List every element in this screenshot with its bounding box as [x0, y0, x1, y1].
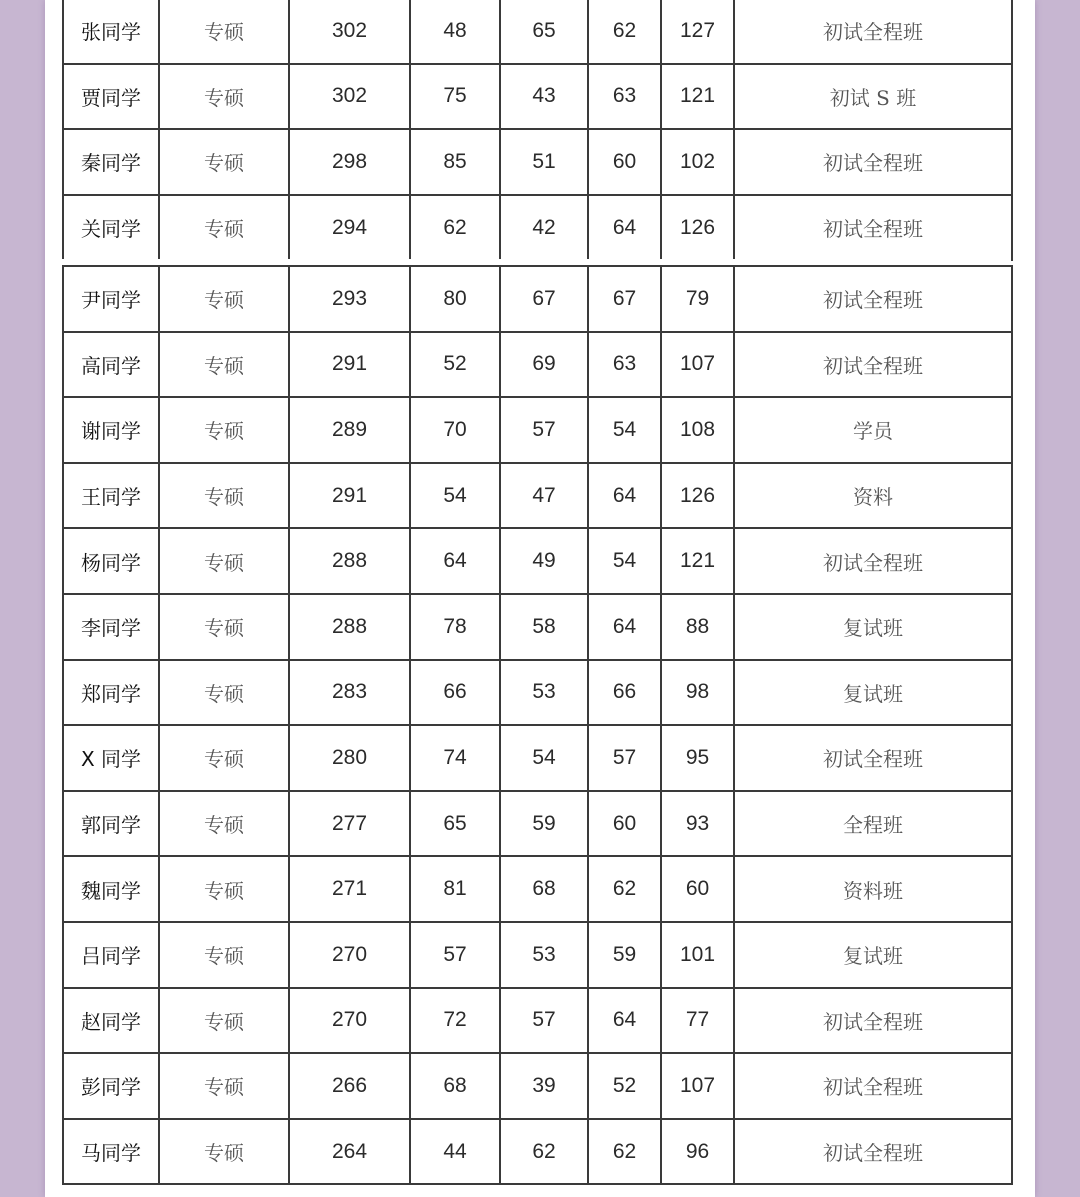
subject-1-score-cell: 85: [410, 129, 500, 195]
total-score-cell: 291: [289, 463, 410, 529]
course-type-cell: 初试全程班: [734, 1119, 1012, 1185]
course-type-cell: 复试班: [734, 660, 1012, 726]
subject-1-score-cell: 68: [410, 1053, 500, 1119]
subject-2-score-cell: 43: [500, 64, 588, 130]
table-row: [63, 660, 1012, 726]
total-score-cell: 289: [289, 397, 410, 463]
major-type-cell: 专硕: [159, 266, 289, 332]
subject-2-score-cell: 49: [500, 528, 588, 594]
student-name-cell: 贾同学: [63, 64, 159, 130]
total-score-cell: 270: [289, 922, 410, 988]
table-row: [63, 856, 1012, 922]
major-type-cell: 专硕: [159, 64, 289, 130]
subject-4-score-cell: 96: [661, 1119, 734, 1185]
major-type-cell: 专硕: [159, 397, 289, 463]
student-name-cell: 赵同学: [63, 988, 159, 1054]
subject-3-score-cell: 64: [588, 463, 661, 529]
table-row: [63, 397, 1012, 463]
subject-4-score-cell: 121: [661, 528, 734, 594]
subject-4-score-cell: 93: [661, 791, 734, 857]
subject-3-score-cell: 62: [588, 856, 661, 922]
subject-1-score-cell: 62: [410, 195, 500, 261]
subject-4-score-cell: 60: [661, 856, 734, 922]
total-score-cell: 302: [289, 0, 410, 64]
course-type-cell: 初试 S 班: [734, 64, 1012, 130]
total-score-cell: 293: [289, 266, 410, 332]
subject-2-score-cell: 68: [500, 856, 588, 922]
student-name-cell: 尹同学: [63, 266, 159, 332]
major-type-cell: 专硕: [159, 1119, 289, 1185]
subject-4-score-cell: 108: [661, 397, 734, 463]
subject-2-score-cell: 67: [500, 266, 588, 332]
subject-4-score-cell: 79: [661, 266, 734, 332]
major-type-cell: 专硕: [159, 0, 289, 64]
subject-2-score-cell: 42: [500, 195, 588, 261]
table-row: [63, 594, 1012, 660]
score-table-bottom: [62, 265, 1013, 1185]
subject-4-score-cell: 98: [661, 660, 734, 726]
course-type-cell: 初试全程班: [734, 266, 1012, 332]
total-score-cell: 302: [289, 64, 410, 130]
subject-4-score-cell: 102: [661, 129, 734, 195]
score-table-bottom-body: [63, 266, 1012, 1184]
subject-1-score-cell: 78: [410, 594, 500, 660]
course-type-cell: 初试全程班: [734, 725, 1012, 791]
course-type-cell: 资料: [734, 463, 1012, 529]
total-score-cell: 271: [289, 856, 410, 922]
total-score-cell: 294: [289, 195, 410, 261]
total-score-cell: 291: [289, 332, 410, 398]
subject-1-score-cell: 72: [410, 988, 500, 1054]
subject-2-score-cell: 53: [500, 922, 588, 988]
student-name-cell: 张同学: [63, 0, 159, 64]
student-name-cell: 马同学: [63, 1119, 159, 1185]
table-row: [63, 463, 1012, 529]
subject-4-score-cell: 107: [661, 332, 734, 398]
subject-2-score-cell: 47: [500, 463, 588, 529]
course-type-cell: 初试全程班: [734, 195, 1012, 261]
subject-4-score-cell: 126: [661, 463, 734, 529]
document-page: [45, 0, 1035, 1197]
major-type-cell: 专硕: [159, 791, 289, 857]
subject-3-score-cell: 64: [588, 988, 661, 1054]
table-row: [63, 1053, 1012, 1119]
subject-4-score-cell: 126: [661, 195, 734, 261]
major-type-cell: 专硕: [159, 1053, 289, 1119]
student-name-cell: 吕同学: [63, 922, 159, 988]
major-type-cell: 专硕: [159, 660, 289, 726]
subject-4-score-cell: 107: [661, 1053, 734, 1119]
score-table-top-body: [63, 0, 1012, 260]
total-score-cell: 277: [289, 791, 410, 857]
subject-1-score-cell: 64: [410, 528, 500, 594]
subject-3-score-cell: 64: [588, 594, 661, 660]
subject-1-score-cell: 44: [410, 1119, 500, 1185]
subject-1-score-cell: 81: [410, 856, 500, 922]
subject-3-score-cell: 62: [588, 0, 661, 64]
course-type-cell: 初试全程班: [734, 1053, 1012, 1119]
course-type-cell: 初试全程班: [734, 129, 1012, 195]
major-type-cell: 专硕: [159, 725, 289, 791]
subject-4-score-cell: 95: [661, 725, 734, 791]
table-row: [63, 195, 1012, 261]
student-name-cell: X 同学: [63, 725, 159, 791]
student-name-cell: 高同学: [63, 332, 159, 398]
subject-4-score-cell: 127: [661, 0, 734, 64]
course-type-cell: 初试全程班: [734, 528, 1012, 594]
course-type-cell: 复试班: [734, 922, 1012, 988]
subject-3-score-cell: 64: [588, 195, 661, 261]
major-type-cell: 专硕: [159, 528, 289, 594]
total-score-cell: 266: [289, 1053, 410, 1119]
subject-4-score-cell: 77: [661, 988, 734, 1054]
student-name-cell: 魏同学: [63, 856, 159, 922]
student-name-cell: 秦同学: [63, 129, 159, 195]
course-type-cell: 学员: [734, 397, 1012, 463]
course-type-cell: 资料班: [734, 856, 1012, 922]
table-row: [63, 1119, 1012, 1185]
table-row: [63, 129, 1012, 195]
major-type-cell: 专硕: [159, 195, 289, 261]
subject-3-score-cell: 63: [588, 332, 661, 398]
subject-4-score-cell: 101: [661, 922, 734, 988]
subject-2-score-cell: 57: [500, 988, 588, 1054]
subject-1-score-cell: 48: [410, 0, 500, 64]
total-score-cell: 298: [289, 129, 410, 195]
student-name-cell: 谢同学: [63, 397, 159, 463]
table-row: [63, 988, 1012, 1054]
table-row: [63, 725, 1012, 791]
major-type-cell: 专硕: [159, 463, 289, 529]
table-row: [63, 922, 1012, 988]
score-table-top: [62, 0, 1013, 261]
student-name-cell: 郑同学: [63, 660, 159, 726]
subject-2-score-cell: 65: [500, 0, 588, 64]
course-type-cell: 复试班: [734, 594, 1012, 660]
major-type-cell: 专硕: [159, 988, 289, 1054]
subject-4-score-cell: 88: [661, 594, 734, 660]
subject-1-score-cell: 74: [410, 725, 500, 791]
course-type-cell: 初试全程班: [734, 0, 1012, 64]
subject-1-score-cell: 75: [410, 64, 500, 130]
student-name-cell: 王同学: [63, 463, 159, 529]
subject-3-score-cell: 60: [588, 129, 661, 195]
subject-1-score-cell: 70: [410, 397, 500, 463]
total-score-cell: 280: [289, 725, 410, 791]
subject-2-score-cell: 54: [500, 725, 588, 791]
student-name-cell: 郭同学: [63, 791, 159, 857]
subject-3-score-cell: 52: [588, 1053, 661, 1119]
table-row: [63, 332, 1012, 398]
student-name-cell: 关同学: [63, 195, 159, 261]
subject-3-score-cell: 66: [588, 660, 661, 726]
subject-3-score-cell: 57: [588, 725, 661, 791]
subject-3-score-cell: 62: [588, 1119, 661, 1185]
major-type-cell: 专硕: [159, 856, 289, 922]
total-score-cell: 288: [289, 528, 410, 594]
major-type-cell: 专硕: [159, 594, 289, 660]
table-row: [63, 0, 1012, 64]
total-score-cell: 288: [289, 594, 410, 660]
subject-2-score-cell: 69: [500, 332, 588, 398]
course-type-cell: 初试全程班: [734, 332, 1012, 398]
major-type-cell: 专硕: [159, 332, 289, 398]
subject-3-score-cell: 63: [588, 64, 661, 130]
subject-2-score-cell: 53: [500, 660, 588, 726]
subject-2-score-cell: 59: [500, 791, 588, 857]
student-name-cell: 彭同学: [63, 1053, 159, 1119]
subject-1-score-cell: 65: [410, 791, 500, 857]
subject-3-score-cell: 54: [588, 528, 661, 594]
subject-1-score-cell: 66: [410, 660, 500, 726]
table-row: [63, 266, 1012, 332]
student-name-cell: 李同学: [63, 594, 159, 660]
subject-2-score-cell: 62: [500, 1119, 588, 1185]
subject-4-score-cell: 121: [661, 64, 734, 130]
total-score-cell: 283: [289, 660, 410, 726]
course-type-cell: 全程班: [734, 791, 1012, 857]
subject-1-score-cell: 80: [410, 266, 500, 332]
subject-3-score-cell: 54: [588, 397, 661, 463]
subject-3-score-cell: 59: [588, 922, 661, 988]
course-type-cell: 初试全程班: [734, 988, 1012, 1054]
subject-1-score-cell: 54: [410, 463, 500, 529]
subject-2-score-cell: 39: [500, 1053, 588, 1119]
subject-1-score-cell: 52: [410, 332, 500, 398]
subject-3-score-cell: 60: [588, 791, 661, 857]
table-row: [63, 791, 1012, 857]
student-name-cell: 杨同学: [63, 528, 159, 594]
subject-2-score-cell: 57: [500, 397, 588, 463]
major-type-cell: 专硕: [159, 922, 289, 988]
subject-2-score-cell: 51: [500, 129, 588, 195]
subject-3-score-cell: 67: [588, 266, 661, 332]
table-row: [63, 528, 1012, 594]
major-type-cell: 专硕: [159, 129, 289, 195]
total-score-cell: 270: [289, 988, 410, 1054]
table-row: [63, 64, 1012, 130]
subject-2-score-cell: 58: [500, 594, 588, 660]
total-score-cell: 264: [289, 1119, 410, 1185]
subject-1-score-cell: 57: [410, 922, 500, 988]
